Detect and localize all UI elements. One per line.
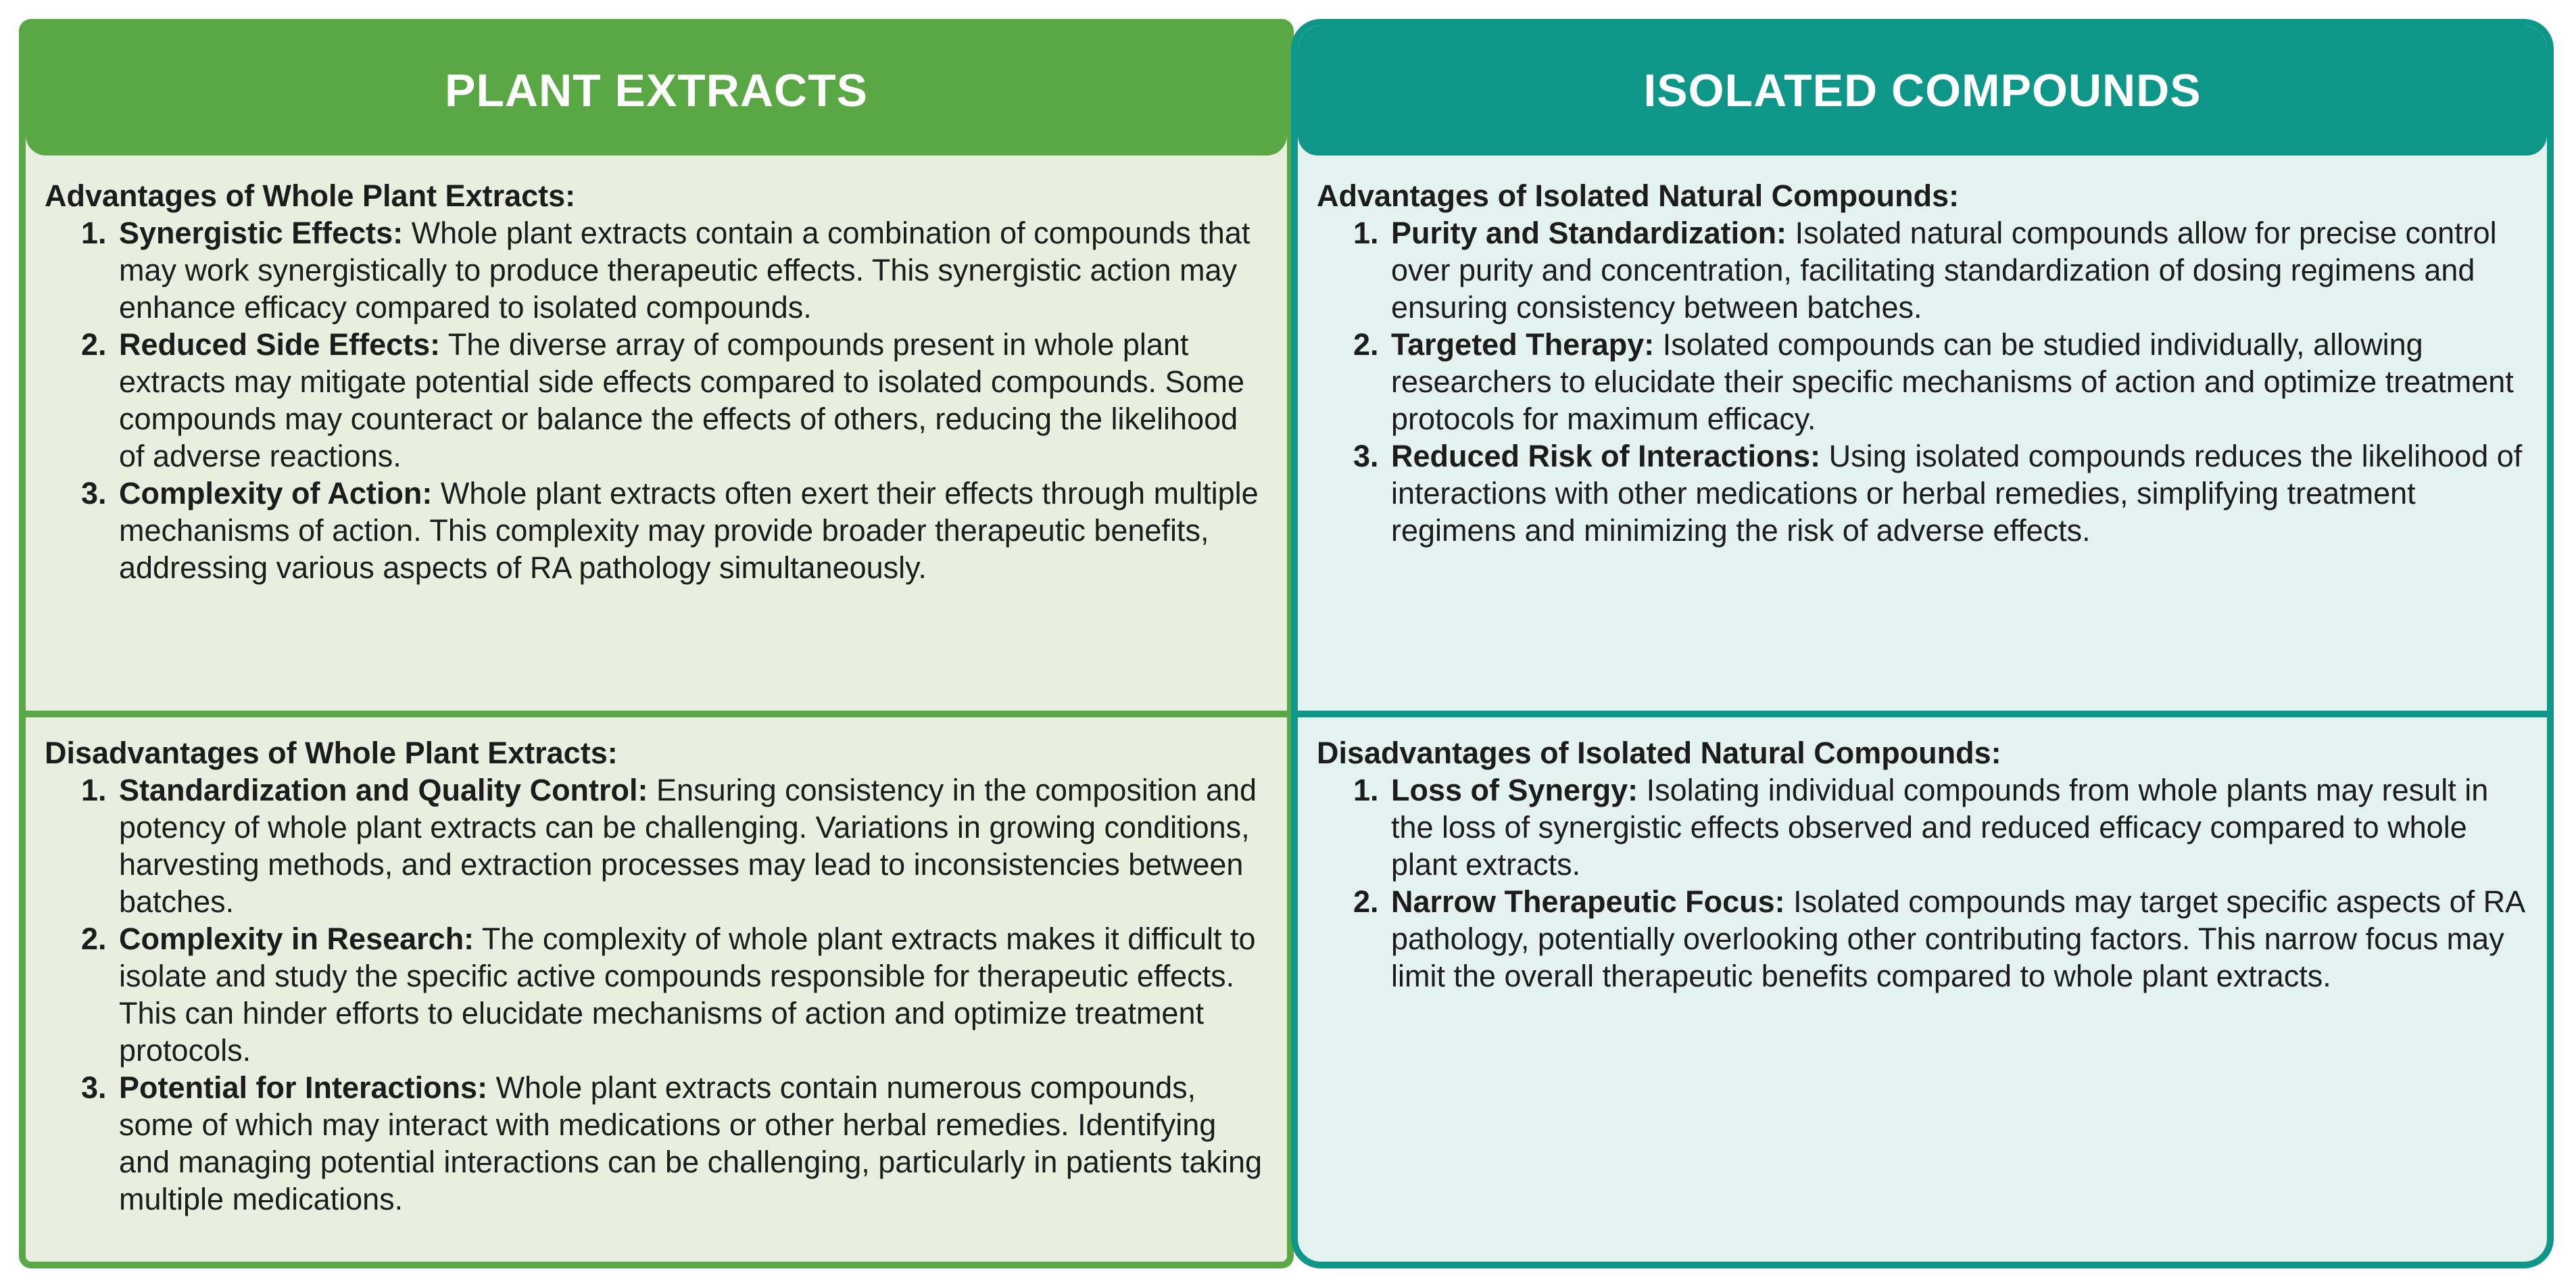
item-title: Complexity in Research: (119, 922, 475, 956)
isolated-compounds-advantages (1317, 177, 2531, 549)
item-title: Purity and Standardization: (1391, 216, 1787, 250)
disadvantages-list (1317, 771, 2531, 995)
advantages-list (45, 214, 1271, 586)
list-item (115, 475, 1271, 586)
plant-extracts-advantages (45, 177, 1271, 586)
item-text: Whole plant extracts contain numerous compounds, some of which may interact with medications or other herbal remedies. Identifying and managing potential interactions can be challenging, particularly in patients taking multiple medications. (119, 1070, 1263, 1216)
list-item (1387, 214, 2531, 326)
list-item (115, 920, 1271, 1069)
item-title: Reduced Risk of Interactions: (1391, 439, 1821, 473)
item-title: Narrow Therapeutic Focus: (1391, 884, 1785, 919)
list-item (1387, 771, 2531, 883)
section-title: Disadvantages of Whole Plant Extracts: (45, 736, 618, 770)
disadvantages-list (45, 771, 1271, 1218)
item-text: The complexity of whole plant extracts makes it difficult to isolate and study the specific active compounds responsible for therapeutic effects. This can hinder efforts to elucidate mechanisms of action and optimize treatment protocols. (119, 922, 1256, 1068)
section-title: Disadvantages of Isolated Natural Compounds: (1317, 736, 2001, 770)
list-item (115, 214, 1271, 326)
isolated-compounds-disadvantages (1317, 734, 2531, 995)
list-item (115, 771, 1271, 920)
item-text: Using isolated compounds reduces the likelihood of interactions with other medications or herbal remedies, simplifying treatment regimens and minimizing the risk of adverse effects. (1391, 439, 2523, 548)
list-item (115, 1069, 1271, 1218)
section-title: Advantages of Isolated Natural Compounds: (1317, 178, 1960, 213)
isolated-compounds-panel (1291, 19, 2554, 1268)
isolated-compounds-header: ISOLATED COMPOUNDS (1298, 26, 2547, 156)
item-title: Complexity of Action: (119, 476, 433, 510)
list-item (1387, 437, 2531, 549)
item-text: The diverse array of compounds present in whole plant extracts may mitigate potential side effects compared to isolated compounds. Some compounds may counteract or balance the effects of others, reducing the likelihood of adverse reactions. (119, 327, 1245, 473)
item-title: Synergistic Effects: (119, 216, 404, 250)
list-item (1387, 326, 2531, 437)
plant-extracts-disadvantages (45, 734, 1271, 1218)
item-text: Ensuring consistency in the composition and potency of whole plant extracts can be challenging. Variations in growing conditions, harvesting methods, and extraction processes may lead to inconsistencies between batches. (119, 773, 1257, 919)
item-title: Standardization and Quality Control: (119, 773, 648, 807)
item-text: Isolating individual compounds from whole plants may result in the loss of synergistic effects observed and reduced efficacy compared to whole plant extracts. (1391, 773, 2489, 882)
section-title: Advantages of Whole Plant Extracts: (45, 178, 576, 213)
item-title: Reduced Side Effects: (119, 327, 441, 362)
item-text: Isolated natural compounds allow for precise control over purity and concentration, facilitating standardization of dosing regimens and ensuring consistency between batches. (1391, 216, 2497, 325)
advantages-list (1317, 214, 2531, 549)
item-title: Targeted Therapy: (1391, 327, 1655, 362)
list-item (115, 326, 1271, 475)
section-divider (26, 711, 1287, 717)
item-title: Loss of Synergy: (1391, 773, 1638, 807)
item-text: Isolated compounds can be studied individually, allowing researchers to elucidate their specific mechanisms of action and optimize treatment protocols for maximum efficacy. (1391, 327, 2514, 436)
item-text: Whole plant extracts contain a combination of compounds that may work synergistically to produce therapeutic effects. This synergistic action may enhance efficacy compared to isolated compounds. (119, 216, 1250, 325)
item-text: Isolated compounds may target specific aspects of RA pathology, potentially overlooking other contributing factors. This narrow focus may limit the overall therapeutic benefits compared to whole plant extracts. (1391, 884, 2524, 993)
plant-extracts-header: PLANT EXTRACTS (26, 26, 1287, 156)
list-item (1387, 883, 2531, 995)
item-title: Potential for Interactions: (119, 1070, 488, 1105)
plant-extracts-panel (19, 19, 1294, 1268)
section-divider (1298, 711, 2547, 717)
item-text: Whole plant extracts often exert their effects through multiple mechanisms of action. This complexity may provide broader therapeutic benefits, addressing various aspects of RA pathology simultaneously. (119, 476, 1259, 585)
